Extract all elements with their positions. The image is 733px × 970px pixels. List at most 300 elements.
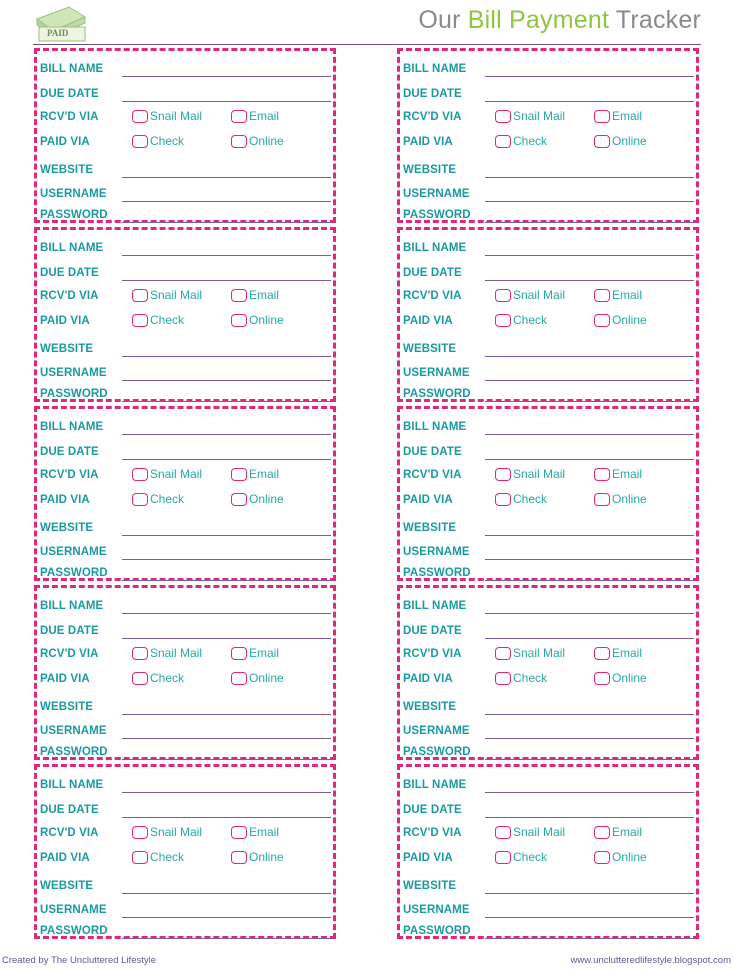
snail-mail-label: Snail Mail: [150, 825, 203, 839]
online-option[interactable]: [231, 492, 284, 506]
website-field[interactable]: [122, 177, 331, 178]
bill-name-field[interactable]: [485, 792, 694, 793]
username-label: USERNAME: [403, 904, 470, 916]
snail-mail-option[interactable]: [495, 646, 565, 660]
website-field[interactable]: [485, 893, 694, 894]
email-checkbox[interactable]: [231, 110, 247, 123]
password-row: [400, 917, 696, 941]
website-row: [400, 156, 696, 180]
check-label: Check: [513, 313, 548, 327]
received-via-label: RCV'D VIA: [40, 827, 99, 839]
password-row: [37, 380, 333, 404]
paid-via-row: [37, 665, 333, 689]
username-label: USERNAME: [40, 188, 107, 200]
online-label: Online: [249, 671, 284, 685]
paid-via-label: PAID VIA: [403, 494, 453, 506]
online-checkbox[interactable]: [594, 493, 610, 506]
email-option[interactable]: [594, 467, 642, 481]
check-label: Check: [150, 850, 185, 864]
paid-via-label: PAID VIA: [40, 494, 90, 506]
bill-card: [34, 406, 336, 581]
password-field[interactable]: [485, 222, 694, 223]
bill-name-row: [37, 55, 333, 79]
snail-mail-checkbox[interactable]: [132, 110, 148, 123]
check-checkbox[interactable]: [132, 851, 148, 864]
email-label: Email: [612, 288, 643, 302]
paid-via-label: PAID VIA: [40, 673, 90, 685]
email-option[interactable]: [231, 467, 279, 481]
online-checkbox[interactable]: [594, 135, 610, 148]
received-via-label: RCV'D VIA: [403, 290, 462, 302]
due-date-label: DUE DATE: [403, 88, 462, 100]
bill-card: [397, 764, 699, 939]
check-checkbox[interactable]: [132, 672, 148, 685]
due-date-row: [400, 80, 696, 104]
bill-name-label: BILL NAME: [403, 600, 467, 612]
check-label: Check: [513, 850, 548, 864]
snail-mail-option[interactable]: [132, 646, 202, 660]
check-label: Check: [150, 671, 185, 685]
due-date-label: DUE DATE: [40, 267, 99, 279]
online-checkbox[interactable]: [231, 314, 247, 327]
email-label: Email: [612, 109, 643, 123]
snail-mail-checkbox[interactable]: [132, 468, 148, 481]
due-date-row: [400, 796, 696, 820]
email-option[interactable]: [594, 288, 642, 302]
snail-mail-checkbox[interactable]: [495, 826, 511, 839]
due-date-label: DUE DATE: [403, 625, 462, 637]
title-accent: Bill Payment: [467, 6, 610, 34]
bill-name-field[interactable]: [485, 76, 694, 77]
check-option[interactable]: [495, 134, 547, 148]
received-via-row: [37, 461, 333, 485]
email-option[interactable]: [594, 109, 642, 123]
email-label: Email: [249, 825, 280, 839]
website-row: [400, 335, 696, 359]
password-row: [37, 738, 333, 762]
received-via-label: RCV'D VIA: [403, 648, 462, 660]
username-label: USERNAME: [403, 367, 470, 379]
bill-name-label: BILL NAME: [403, 63, 467, 75]
website-label: WEBSITE: [40, 164, 94, 176]
snail-mail-checkbox[interactable]: [132, 826, 148, 839]
bill-card: [397, 406, 699, 581]
due-date-field[interactable]: [485, 459, 694, 460]
email-label: Email: [612, 467, 643, 481]
online-option[interactable]: [594, 313, 647, 327]
bill-card: [397, 227, 699, 402]
bill-name-label: BILL NAME: [403, 421, 467, 433]
received-via-row: [400, 819, 696, 843]
bill-name-row: [37, 234, 333, 258]
website-row: [37, 693, 333, 717]
bill-name-field[interactable]: [485, 255, 694, 256]
online-option[interactable]: [594, 492, 647, 506]
footer-url[interactable]: www.unclutteredlifestyle.blogspot.com: [570, 955, 731, 966]
email-checkbox[interactable]: [594, 468, 610, 481]
website-field[interactable]: [485, 356, 694, 357]
snail-mail-option[interactable]: [132, 288, 202, 302]
website-field[interactable]: [122, 893, 331, 894]
online-option[interactable]: [231, 671, 284, 685]
check-option[interactable]: [132, 134, 184, 148]
check-option[interactable]: [495, 492, 547, 506]
snail-mail-option[interactable]: [495, 288, 565, 302]
received-via-row: [37, 282, 333, 306]
password-label: PASSWORD: [403, 746, 471, 758]
received-via-row: [37, 640, 333, 664]
password-field[interactable]: [122, 580, 331, 581]
password-label: PASSWORD: [403, 209, 471, 221]
email-checkbox[interactable]: [231, 826, 247, 839]
online-label: Online: [612, 850, 647, 864]
email-checkbox[interactable]: [231, 468, 247, 481]
online-checkbox[interactable]: [594, 851, 610, 864]
bill-name-field[interactable]: [485, 613, 694, 614]
website-label: WEBSITE: [403, 343, 457, 355]
online-label: Online: [612, 671, 647, 685]
password-field[interactable]: [122, 759, 331, 760]
website-field[interactable]: [485, 714, 694, 715]
due-date-label: DUE DATE: [403, 804, 462, 816]
website-row: [400, 514, 696, 538]
website-row: [400, 872, 696, 896]
due-date-field[interactable]: [485, 101, 694, 102]
paid-via-row: [400, 307, 696, 331]
paid-badge-text: PAID: [47, 28, 69, 38]
paid-via-label: PAID VIA: [40, 136, 90, 148]
due-date-field[interactable]: [122, 817, 331, 818]
website-field[interactable]: [122, 356, 331, 357]
paid-via-row: [400, 844, 696, 868]
paid-via-row: [37, 486, 333, 510]
online-label: Online: [249, 134, 284, 148]
snail-mail-checkbox[interactable]: [495, 647, 511, 660]
check-option[interactable]: [495, 671, 547, 685]
received-via-row: [400, 103, 696, 127]
due-date-row: [400, 438, 696, 462]
snail-mail-label: Snail Mail: [513, 825, 566, 839]
bill-name-row: [37, 592, 333, 616]
paid-via-row: [37, 844, 333, 868]
paid-via-label: PAID VIA: [403, 315, 453, 327]
snail-mail-checkbox[interactable]: [132, 289, 148, 302]
due-date-label: DUE DATE: [40, 446, 99, 458]
check-checkbox[interactable]: [132, 314, 148, 327]
password-label: PASSWORD: [40, 388, 108, 400]
paid-via-row: [400, 665, 696, 689]
username-label: USERNAME: [403, 725, 470, 737]
bill-name-field[interactable]: [122, 613, 331, 614]
check-option[interactable]: [495, 850, 547, 864]
password-field[interactable]: [485, 401, 694, 402]
online-checkbox[interactable]: [231, 493, 247, 506]
password-field[interactable]: [485, 938, 694, 939]
header-divider: [33, 44, 701, 45]
bill-card: [34, 764, 336, 939]
check-option[interactable]: [132, 313, 184, 327]
password-row: [400, 380, 696, 404]
username-label: USERNAME: [40, 367, 107, 379]
online-checkbox[interactable]: [231, 672, 247, 685]
snail-mail-option[interactable]: [132, 109, 202, 123]
password-row: [400, 738, 696, 762]
online-checkbox[interactable]: [231, 135, 247, 148]
website-label: WEBSITE: [403, 880, 457, 892]
password-row: [37, 201, 333, 225]
email-option[interactable]: [594, 825, 642, 839]
bill-name-row: [37, 771, 333, 795]
bill-name-row: [400, 771, 696, 795]
online-label: Online: [612, 492, 647, 506]
snail-mail-label: Snail Mail: [150, 288, 203, 302]
check-checkbox[interactable]: [132, 493, 148, 506]
snail-mail-checkbox[interactable]: [495, 468, 511, 481]
paid-money-logo: [33, 3, 89, 43]
received-via-row: [400, 461, 696, 485]
paid-via-label: PAID VIA: [403, 673, 453, 685]
email-checkbox[interactable]: [594, 647, 610, 660]
bill-name-label: BILL NAME: [40, 600, 104, 612]
received-via-label: RCV'D VIA: [403, 469, 462, 481]
website-field[interactable]: [122, 714, 331, 715]
username-label: USERNAME: [40, 546, 107, 558]
due-date-row: [37, 259, 333, 283]
email-checkbox[interactable]: [231, 647, 247, 660]
password-row: [400, 201, 696, 225]
due-date-field[interactable]: [485, 638, 694, 639]
website-row: [37, 872, 333, 896]
password-row: [400, 559, 696, 583]
received-via-row: [37, 103, 333, 127]
online-label: Online: [612, 313, 647, 327]
bill-card: [397, 585, 699, 760]
due-date-field[interactable]: [485, 280, 694, 281]
check-checkbox[interactable]: [495, 135, 511, 148]
due-date-label: DUE DATE: [40, 88, 99, 100]
website-label: WEBSITE: [40, 880, 94, 892]
received-via-row: [400, 640, 696, 664]
online-option[interactable]: [231, 313, 284, 327]
website-row: [37, 514, 333, 538]
paid-via-label: PAID VIA: [40, 852, 90, 864]
due-date-field[interactable]: [485, 817, 694, 818]
website-field[interactable]: [122, 535, 331, 536]
bill-name-field[interactable]: [122, 434, 331, 435]
username-label: USERNAME: [403, 546, 470, 558]
due-date-label: DUE DATE: [403, 446, 462, 458]
password-label: PASSWORD: [403, 388, 471, 400]
online-option[interactable]: [594, 850, 647, 864]
check-checkbox[interactable]: [495, 314, 511, 327]
username-label: USERNAME: [40, 904, 107, 916]
snail-mail-label: Snail Mail: [150, 109, 203, 123]
email-option[interactable]: [231, 109, 279, 123]
paid-via-row: [400, 128, 696, 152]
check-label: Check: [513, 492, 548, 506]
online-checkbox[interactable]: [594, 672, 610, 685]
footer-credit: Created by The Uncluttered Lifestyle: [2, 955, 157, 966]
password-field[interactable]: [122, 401, 331, 402]
snail-mail-option[interactable]: [495, 467, 565, 481]
check-checkbox[interactable]: [495, 493, 511, 506]
bill-name-row: [400, 592, 696, 616]
online-checkbox[interactable]: [594, 314, 610, 327]
due-date-label: DUE DATE: [403, 267, 462, 279]
bill-card: [34, 48, 336, 223]
received-via-row: [400, 282, 696, 306]
password-label: PASSWORD: [403, 925, 471, 937]
due-date-row: [400, 617, 696, 641]
password-row: [37, 917, 333, 941]
email-checkbox[interactable]: [594, 826, 610, 839]
website-label: WEBSITE: [40, 343, 94, 355]
bill-name-label: BILL NAME: [40, 421, 104, 433]
email-label: Email: [612, 646, 643, 660]
website-label: WEBSITE: [40, 701, 94, 713]
snail-mail-label: Snail Mail: [150, 467, 203, 481]
website-row: [37, 335, 333, 359]
due-date-row: [400, 259, 696, 283]
bill-name-row: [400, 413, 696, 437]
email-label: Email: [249, 109, 280, 123]
password-label: PASSWORD: [40, 746, 108, 758]
email-checkbox[interactable]: [594, 110, 610, 123]
check-option[interactable]: [495, 313, 547, 327]
bill-name-field[interactable]: [122, 255, 331, 256]
snail-mail-label: Snail Mail: [513, 109, 566, 123]
bill-name-label: BILL NAME: [40, 63, 104, 75]
email-option[interactable]: [594, 646, 642, 660]
password-label: PASSWORD: [403, 567, 471, 579]
bill-name-label: BILL NAME: [40, 242, 104, 254]
due-date-field[interactable]: [122, 101, 331, 102]
paid-via-row: [37, 128, 333, 152]
email-option[interactable]: [231, 646, 279, 660]
check-option[interactable]: [132, 492, 184, 506]
email-label: Email: [249, 467, 280, 481]
website-field[interactable]: [485, 535, 694, 536]
snail-mail-label: Snail Mail: [513, 646, 566, 660]
received-via-label: RCV'D VIA: [403, 827, 462, 839]
due-date-field[interactable]: [122, 280, 331, 281]
check-checkbox[interactable]: [132, 135, 148, 148]
snail-mail-label: Snail Mail: [513, 467, 566, 481]
website-label: WEBSITE: [403, 522, 457, 534]
email-label: Email: [249, 646, 280, 660]
bill-name-field[interactable]: [122, 76, 331, 77]
email-label: Email: [612, 825, 643, 839]
bill-name-row: [400, 234, 696, 258]
snail-mail-label: Snail Mail: [150, 646, 203, 660]
due-date-label: DUE DATE: [40, 804, 99, 816]
online-label: Online: [249, 492, 284, 506]
password-field[interactable]: [485, 580, 694, 581]
snail-mail-option[interactable]: [495, 109, 565, 123]
check-label: Check: [150, 313, 185, 327]
check-option[interactable]: [132, 671, 184, 685]
received-via-label: RCV'D VIA: [40, 111, 99, 123]
online-checkbox[interactable]: [231, 851, 247, 864]
website-row: [400, 693, 696, 717]
paid-via-row: [400, 486, 696, 510]
paid-via-label: PAID VIA: [403, 852, 453, 864]
bill-name-row: [400, 55, 696, 79]
snail-mail-checkbox[interactable]: [132, 647, 148, 660]
paid-via-label: PAID VIA: [403, 136, 453, 148]
email-label: Email: [249, 288, 280, 302]
bill-name-label: BILL NAME: [40, 779, 104, 791]
check-label: Check: [150, 134, 185, 148]
username-label: USERNAME: [403, 188, 470, 200]
online-option[interactable]: [231, 850, 284, 864]
online-label: Online: [612, 134, 647, 148]
check-label: Check: [150, 492, 185, 506]
bill-name-label: BILL NAME: [403, 242, 467, 254]
snail-mail-checkbox[interactable]: [495, 110, 511, 123]
website-label: WEBSITE: [403, 164, 457, 176]
website-label: WEBSITE: [40, 522, 94, 534]
received-via-label: RCV'D VIA: [40, 290, 99, 302]
bill-name-field[interactable]: [122, 792, 331, 793]
snail-mail-option[interactable]: [132, 467, 202, 481]
bill-name-field[interactable]: [485, 434, 694, 435]
due-date-row: [37, 80, 333, 104]
snail-mail-option[interactable]: [132, 825, 202, 839]
email-option[interactable]: [231, 825, 279, 839]
online-option[interactable]: [594, 671, 647, 685]
paid-via-row: [37, 307, 333, 331]
received-via-label: RCV'D VIA: [40, 648, 99, 660]
received-via-row: [37, 819, 333, 843]
online-option[interactable]: [231, 134, 284, 148]
check-option[interactable]: [132, 850, 184, 864]
check-label: Check: [513, 671, 548, 685]
email-option[interactable]: [231, 288, 279, 302]
bill-card: [397, 48, 699, 223]
due-date-field[interactable]: [122, 459, 331, 460]
due-date-row: [37, 796, 333, 820]
bill-card: [34, 227, 336, 402]
password-field[interactable]: [485, 759, 694, 760]
received-via-label: RCV'D VIA: [403, 111, 462, 123]
page-header: [0, 0, 733, 48]
check-label: Check: [513, 134, 548, 148]
password-field[interactable]: [122, 938, 331, 939]
check-checkbox[interactable]: [495, 672, 511, 685]
email-checkbox[interactable]: [231, 289, 247, 302]
due-date-row: [37, 438, 333, 462]
bill-name-label: BILL NAME: [403, 779, 467, 791]
due-date-label: DUE DATE: [40, 625, 99, 637]
snail-mail-option[interactable]: [495, 825, 565, 839]
online-option[interactable]: [594, 134, 647, 148]
bill-card: [34, 585, 336, 760]
password-label: PASSWORD: [40, 567, 108, 579]
website-field[interactable]: [485, 177, 694, 178]
password-label: PASSWORD: [40, 209, 108, 221]
check-checkbox[interactable]: [495, 851, 511, 864]
email-checkbox[interactable]: [594, 289, 610, 302]
password-field[interactable]: [122, 222, 331, 223]
snail-mail-checkbox[interactable]: [495, 289, 511, 302]
password-label: PASSWORD: [40, 925, 108, 937]
bill-name-row: [37, 413, 333, 437]
username-label: USERNAME: [40, 725, 107, 737]
page-title: Our Bill Payment Tracker: [418, 6, 701, 34]
due-date-field[interactable]: [122, 638, 331, 639]
snail-mail-label: Snail Mail: [513, 288, 566, 302]
